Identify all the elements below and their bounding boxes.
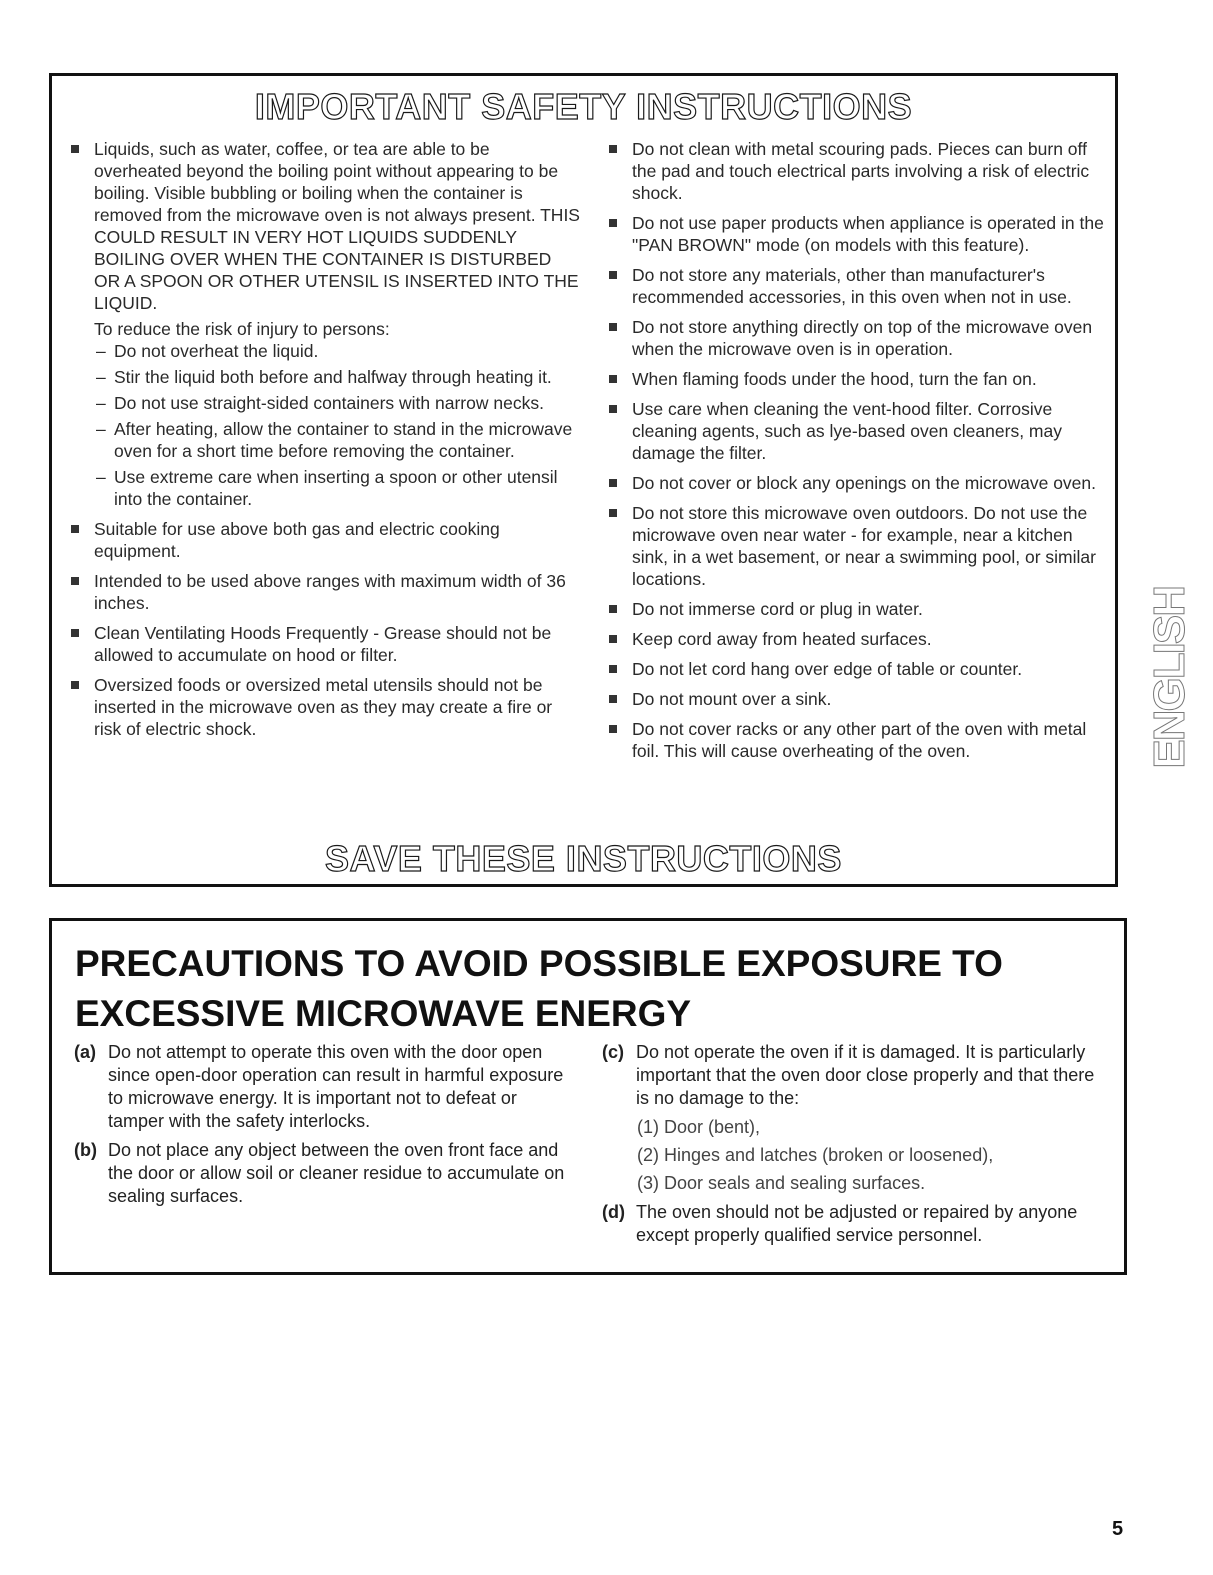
precaution-letter: (b): [74, 1140, 97, 1160]
safety-item: [603, 264, 1113, 308]
page-number: 5: [1112, 1518, 1124, 1540]
dash-list: [94, 340, 582, 510]
square-bullet-icon: [609, 375, 617, 383]
language-tab-label: ENGLISH: [1145, 586, 1194, 769]
safety-item-text: Do not store any materials, other than manufacturer's recommended accessories, in this oven when not in use.: [632, 265, 1072, 307]
precautions-box: [49, 918, 1127, 1275]
safety-item-text: Use care when cleaning the vent-hood filter. Corrosive cleaning agents, such as lye-based oven cleaners, may damage the filter.: [632, 399, 1062, 463]
dash-item-text: After heating, allow the container to stand in the microwave oven for a short time before removing the container.: [114, 419, 573, 461]
safety-item: [603, 502, 1113, 590]
safety-item-text: Intended to be used above ranges with maximum width of 36 inches.: [94, 571, 566, 613]
safety-item: [603, 598, 1113, 620]
safety-item-text: Do not clean with metal scouring pads. Pieces can burn off the pad and touch electrical parts involving a risk of electric shock.: [632, 139, 1090, 203]
safety-item: [603, 368, 1113, 390]
safety-item-text: Do not cover racks or any other part of the oven with metal foil. This will cause overheating of the oven.: [632, 719, 1087, 761]
language-side-tab: [1145, 565, 1194, 790]
precaution-item: [74, 1139, 574, 1208]
precautions-right-column: [602, 1041, 1112, 1253]
dash-item: – Stir the liquid both before and halfway through heating it.: [96, 367, 552, 387]
square-bullet-icon: [71, 577, 79, 585]
square-bullet-icon: [71, 681, 79, 689]
precaution-text: Do not place any object between the oven front face and the door or allow soil or cleaner residue to accumulate on sealing surfaces.: [108, 1140, 565, 1206]
safety-item-text: Oversized foods or oversized metal utensils should not be inserted in the microwave oven as they may create a fire or risk of electric shock.: [94, 675, 553, 739]
dash-item: – Do not overheat the liquid.: [96, 341, 319, 361]
safety-item: [65, 622, 582, 666]
square-bullet-icon: [71, 629, 79, 637]
precaution-letter: (c): [602, 1042, 624, 1062]
precaution-item: [602, 1201, 1112, 1247]
precaution-item: [74, 1041, 574, 1133]
safety-subtext: To reduce the risk of injury to persons:: [94, 319, 390, 339]
dash-item: – Use extreme care when inserting a spoon or other utensil into the container.: [96, 467, 558, 509]
safety-item: [603, 658, 1113, 680]
safety-item: [603, 212, 1113, 256]
square-bullet-icon: [609, 509, 617, 517]
dash-item-text: Stir the liquid both before and halfway through heating it.: [114, 367, 552, 387]
damage-list-item: (3) Door seals and sealing surfaces.: [637, 1173, 926, 1193]
precaution-text: Do not attempt to operate this oven with the door open since open-door operation can result in harmful exposure to microwave energy. It is important not to defeat or tamper with the safety interlocks.: [108, 1042, 564, 1131]
precaution-text: The oven should not be adjusted or repaired by anyone except properly qualified service personnel.: [636, 1202, 1078, 1245]
square-bullet-icon: [609, 323, 617, 331]
safety-item-text: Keep cord away from heated surfaces.: [632, 629, 932, 649]
safety-item: [65, 674, 582, 740]
safety-item-text: Do not cover or block any openings on the microwave oven.: [632, 473, 1097, 493]
dash-item-text: Do not overheat the liquid.: [114, 341, 319, 361]
safety-item: [65, 138, 582, 510]
safety-item-text: Suitable for use above both gas and electric cooking equipment.: [94, 519, 500, 561]
precaution-letter: (a): [74, 1042, 96, 1062]
safety-item: [603, 316, 1113, 360]
safety-right-column: [603, 138, 1113, 770]
precaution-text: Do not operate the oven if it is damaged. It is particularly important that the oven door close properly and that there is no damage to the:: [636, 1042, 1095, 1108]
dash-item-text: Use extreme care when inserting a spoon or other utensil into the container.: [114, 467, 558, 509]
square-bullet-icon: [609, 405, 617, 413]
safety-item: [603, 472, 1113, 494]
safety-item: [603, 398, 1113, 464]
safety-item-text: Do not immerse cord or plug in water.: [632, 599, 923, 619]
square-bullet-icon: [609, 605, 617, 613]
precautions-left-column: [74, 1041, 574, 1214]
damage-list: [602, 1116, 1112, 1195]
precautions-title: PRECAUTIONS TO AVOID POSSIBLE EXPOSURE TO EXCESSIVE MICROWAVE ENERGY: [75, 943, 1003, 1034]
square-bullet-icon: [71, 145, 79, 153]
safety-instructions-box: [49, 73, 1118, 887]
safety-item-text: Liquids, such as water, coffee, or tea are able to be overheated beyond the boiling point without appearing to be boiling. Visible bubbling or boiling when the container is removed from the microwave oven is not always present. THIS COULD RESULT IN VERY HOT LIQUIDS SUDDENLY BOILING OVER WHEN THE CONTAINER IS DISTURBED OR A SPOON OR OTHER UTENSIL IS INSERTED INTO THE LIQUID.: [94, 139, 580, 313]
safety-item-text: When flaming foods under the hood, turn the fan on.: [632, 369, 1037, 389]
safety-item: [603, 628, 1113, 650]
save-instructions-footer: SAVE THESE INSTRUCTIONS: [325, 838, 842, 879]
square-bullet-icon: [609, 145, 617, 153]
damage-list-item: (2) Hinges and latches (broken or loosened),: [637, 1145, 994, 1165]
safety-item: [603, 718, 1113, 762]
safety-left-column: [65, 138, 582, 748]
precaution-item: [602, 1041, 1112, 1110]
safety-item-text: Do not use paper products when appliance is operated in the "PAN BROWN" mode (on models with this feature).: [632, 213, 1104, 255]
dash-item: – After heating, allow the container to stand in the microwave oven for a short time before removing the container.: [96, 419, 573, 461]
safety-item: [603, 138, 1113, 204]
square-bullet-icon: [609, 635, 617, 643]
square-bullet-icon: [609, 271, 617, 279]
square-bullet-icon: [609, 219, 617, 227]
damage-list-item: (1) Door (bent),: [637, 1117, 761, 1137]
dash-item-text: Do not use straight-sided containers with narrow necks.: [114, 393, 544, 413]
dash-item: – Do not use straight-sided containers with narrow necks.: [96, 393, 544, 413]
safety-item-text: Do not mount over a sink.: [632, 689, 832, 709]
precaution-letter: (d): [602, 1202, 625, 1222]
safety-item-text: Do not store this microwave oven outdoors. Do not use the microwave oven near water - for example, near a kitchen sink, in a wet basement, or near a swimming pool, or similar locations.: [632, 503, 1096, 589]
safety-item-text: Do not store anything directly on top of the microwave oven when the microwave oven is in operation.: [632, 317, 1093, 359]
safety-item-text: Clean Ventilating Hoods Frequently - Grease should not be allowed to accumulate on hood or filter.: [94, 623, 552, 665]
safety-title: IMPORTANT SAFETY INSTRUCTIONS: [254, 86, 913, 127]
square-bullet-icon: [71, 525, 79, 533]
safety-item-text: Do not let cord hang over edge of table or counter.: [632, 659, 1023, 679]
square-bullet-icon: [609, 695, 617, 703]
square-bullet-icon: [609, 479, 617, 487]
square-bullet-icon: [609, 665, 617, 673]
safety-item: [65, 570, 582, 614]
square-bullet-icon: [609, 725, 617, 733]
safety-item: [603, 688, 1113, 710]
safety-item: [65, 518, 582, 562]
